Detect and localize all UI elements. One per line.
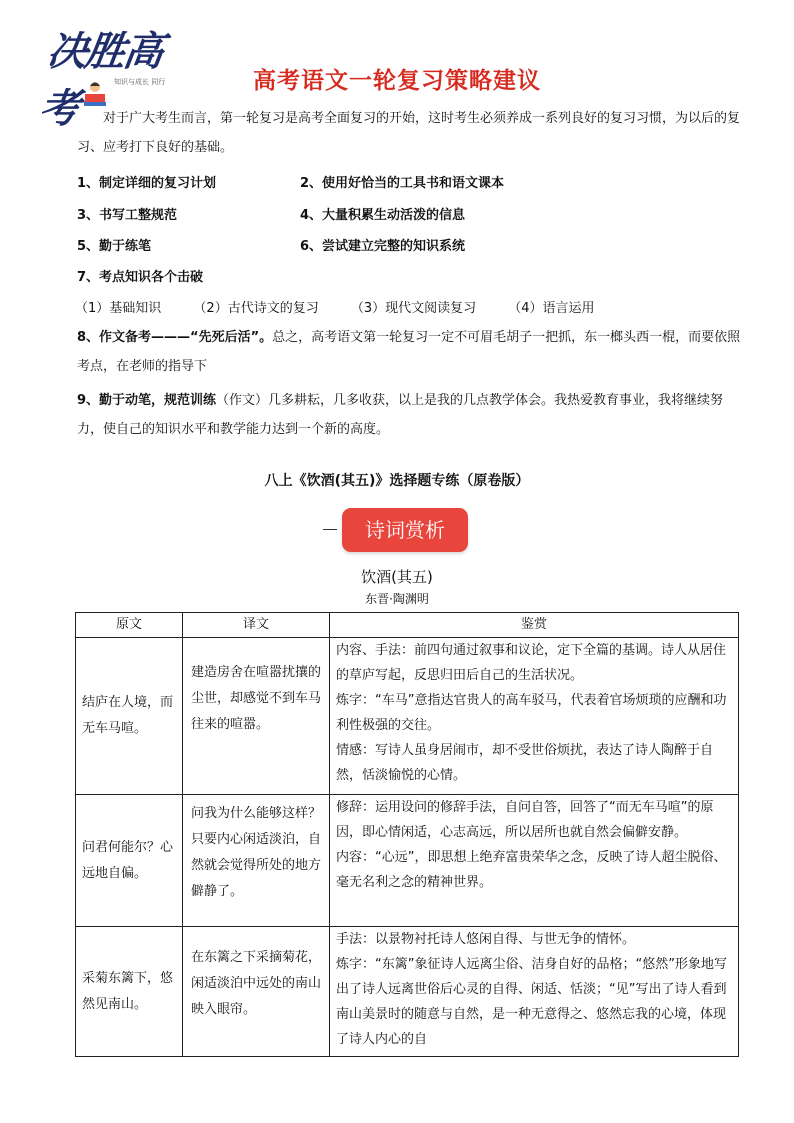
tip-3: 3、书写工整规范 [77, 208, 178, 223]
sub-item: （1）基础知识 [75, 301, 162, 316]
column-header: 原文 [76, 613, 183, 638]
sub-items [75, 297, 623, 316]
original-text: 问君何能尔？心远地自偏。 [76, 795, 183, 927]
appreciation-cell [330, 638, 739, 795]
original-text: 采菊东篱下，悠然见南山。 [76, 927, 183, 1057]
tip-7: 7、考点知识各个击破 [77, 270, 204, 285]
appreciation-text: 修辞：运用设问的修辞手法，自问自答，回答了“而无车马喧”的原因，即心情闲适，心志高远，所以居所也就自然会偏僻安静。 [336, 800, 714, 840]
original-text: 结庐在人境，而无车马喧。 [76, 638, 183, 795]
appreciation-text: 情感：写诗人虽身居闹市，却不受世俗烦扰，表达了诗人陶醉于自然，恬淡愉悦的心情。 [336, 743, 714, 783]
paragraph-8-body: 总之，高考语文第一轮复习一定不可眉毛胡子一把抓，东一榔头西一棍，而要依照考点，在老师的指导下 [77, 330, 741, 374]
poem-author: 东晋·陶渊明 [365, 592, 429, 606]
appreciation-text: 炼字：“车马”意指达官贵人的高车驳马，代表着官场烦琐的应酬和功利性极强的交往。 [336, 693, 727, 733]
sub-item: （3）现代文阅读复习 [350, 301, 477, 316]
tip-2: 2、使用好恰当的工具书和语文课本 [300, 176, 505, 191]
column-header: 鉴赏 [330, 613, 739, 638]
column-header: 译文 [183, 613, 330, 638]
tip-6: 6、尝试建立完整的知识系统 [300, 239, 466, 254]
logo-tagline: 知识与成长 同行 [114, 78, 166, 86]
logo-text: 决胜高考 [36, 28, 165, 132]
tip-1: 1、制定详细的复习计划 [77, 176, 217, 191]
table-row [76, 795, 739, 927]
translation-text: 问我为什么能够这样？只要内心闲适淡泊，自然就会觉得所处的地方僻静了。 [183, 795, 330, 927]
intro-paragraph: 对于广大考生而言，第一轮复习是高考全面复习的开始，这时考生必须养成一系列良好的复习习惯，为以后的复习、应考打下良好的基础。 [77, 111, 741, 155]
poem-table [75, 612, 739, 1057]
sub-item: （2）古代诗文的复习 [193, 301, 319, 316]
poem-badge: 诗词赏析 [342, 508, 468, 552]
appreciation-text: 手法：以景物衬托诗人悠闲自得、与世无争的情怀。 [336, 932, 636, 947]
appreciation-text: 内容：“心远”，即思想上绝弃富贵荣华之念，反映了诗人超尘脱俗、毫无名利之念的精神世界。 [336, 850, 727, 890]
sub-item: （4）语言运用 [508, 301, 595, 316]
appreciation-text: 炼字：“东篱”象征诗人远离尘俗、洁身自好的品格；“悠然”形象地写出了诗人远离世俗后心灵的自得、闲适、恬淡；“见”写出了诗人看到南山美景时的随意与自然，是一种无意得之、悠然忘我的心境，体现了诗人内心的自 [336, 957, 727, 1047]
paragraph-8 [77, 323, 743, 381]
page-title: 高考语文一轮复习策略建议 [253, 68, 541, 94]
translation-text: 在东篱之下采摘菊花，闲适淡泊中远处的南山映入眼帘。 [183, 927, 330, 1057]
tip-5: 5、勤于练笔 [77, 239, 152, 254]
translation-text: 建造房舍在喧嚣扰攘的尘世，却感觉不到车马往来的喧嚣。 [183, 638, 330, 795]
tip-4: 4、大量积累生动活泼的信息 [300, 208, 466, 223]
section-title: 八上《饮酒(其五)》选择题专练（原卷版） [264, 473, 530, 489]
table-header-row [76, 613, 739, 638]
appreciation-cell [330, 927, 739, 1057]
poem-title: 饮酒(其五) [361, 568, 433, 586]
paragraph-8-lead: 8、作文备考———“先死后活”。 [77, 330, 273, 345]
paragraph-9-lead: 9、勤于动笔，规范训练 [77, 393, 217, 408]
paragraph-9-body: （作文）几多耕耘，几多收获，以上是我的几点教学体会。我热爱教育事业，我将继续努力，使自己的知识水平和教学能力达到一个新的高度。 [77, 393, 724, 437]
table-row [76, 638, 739, 795]
appreciation-text: 内容、手法：前四句通过叙事和议论，定下全篇的基调。诗人从居住的草庐写起，反思归田后自己的生活状况。 [336, 643, 727, 683]
table-row [76, 927, 739, 1057]
appreciation-cell [330, 795, 739, 927]
paragraph-9 [77, 386, 743, 444]
divider [323, 529, 337, 530]
